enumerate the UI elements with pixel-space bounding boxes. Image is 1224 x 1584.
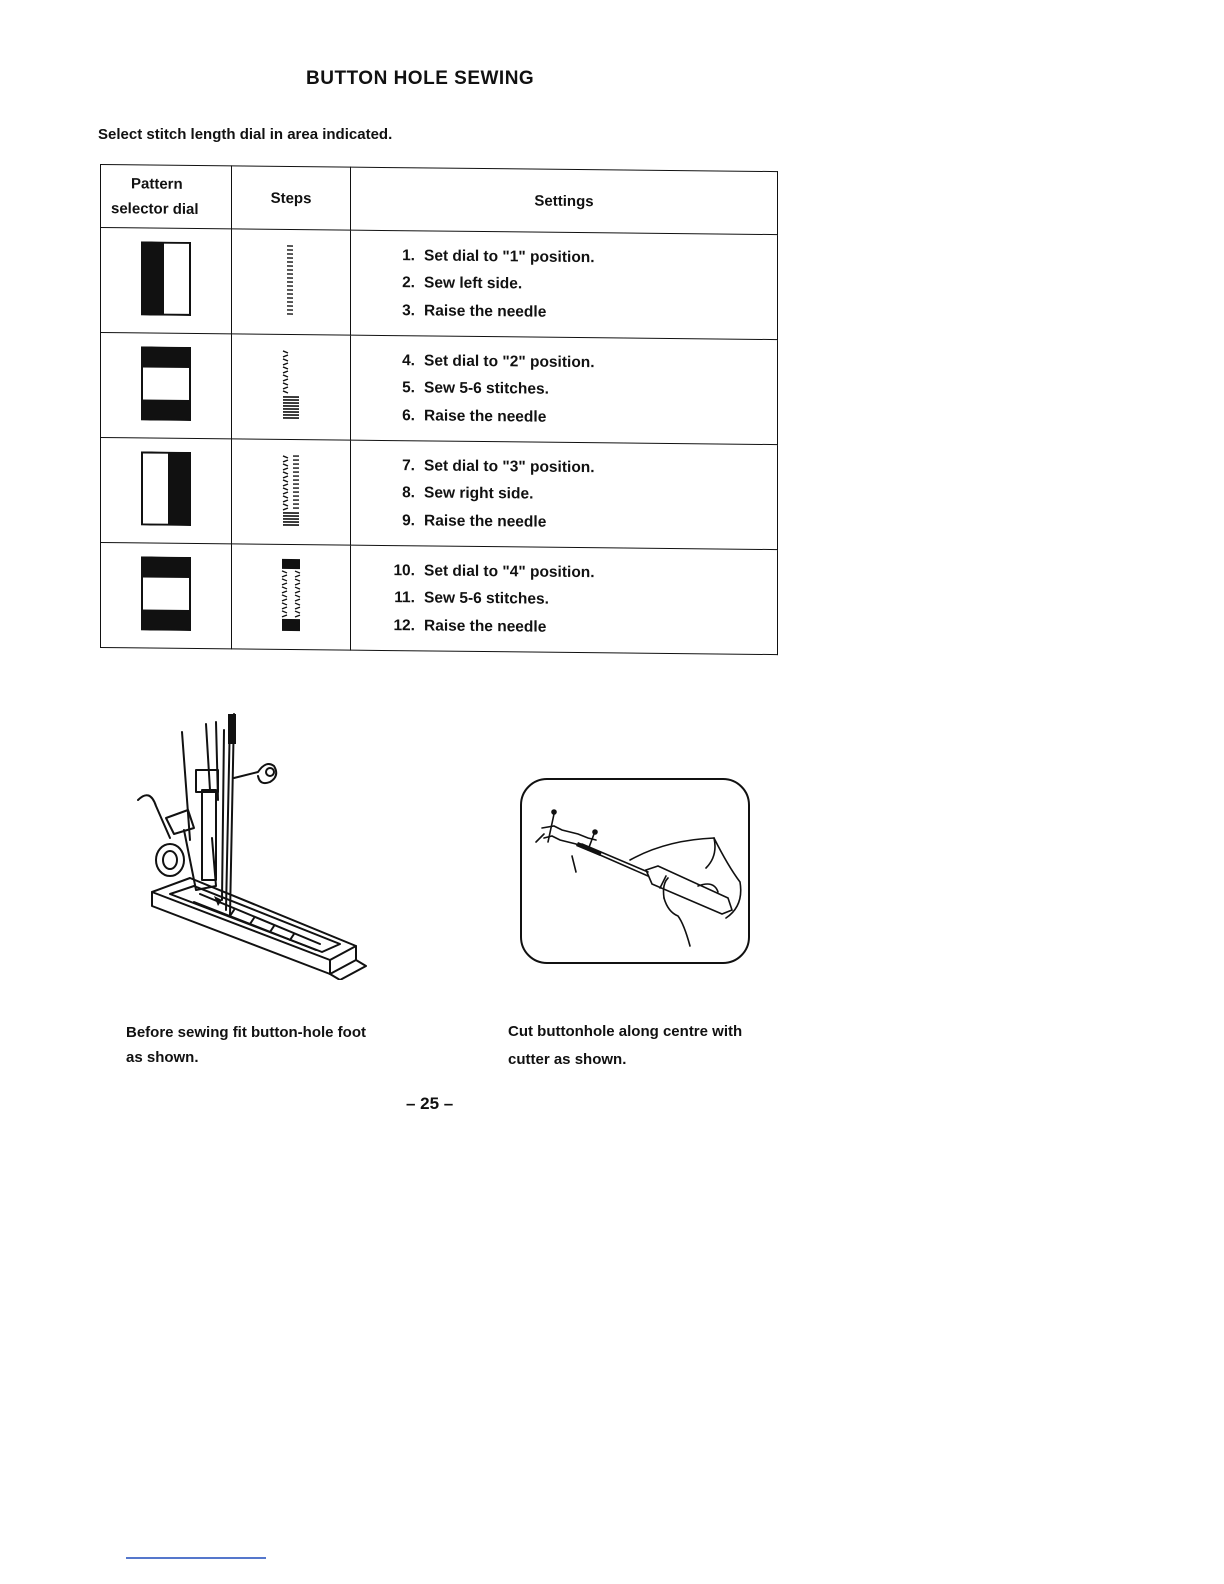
step-number: 11.: [394, 589, 415, 607]
settings-cell: [351, 545, 778, 654]
step-number: 12.: [393, 616, 415, 635]
setting-step: [385, 584, 777, 616]
pattern-cell: [101, 228, 232, 334]
step-text: Sew 5-6 stitches.: [424, 379, 549, 398]
pattern-cell: [101, 333, 232, 439]
pattern-4-icon: [141, 556, 191, 631]
setting-step: [385, 269, 777, 301]
setting-step: [385, 242, 777, 274]
seam-ripper-cutting-illustration: [518, 776, 752, 966]
right-caption: [508, 1018, 742, 1074]
header-settings: Settings: [351, 167, 778, 234]
step-text: Raise the needle: [424, 407, 547, 426]
setting-step: [385, 612, 777, 644]
step-number: 3.: [402, 301, 415, 320]
setting-step: [385, 347, 777, 379]
step-text: Set dial to "2" position.: [424, 352, 595, 371]
table-row: [101, 543, 778, 655]
step-text: Raise the needle: [424, 302, 547, 321]
step-number: 10.: [393, 561, 415, 580]
stitch-right-side-icon: [279, 451, 303, 527]
steps-cell: [232, 439, 351, 545]
right-caption-line2: cutter as shown.: [508, 1051, 627, 1068]
setting-step: [385, 374, 777, 406]
header-pattern-line1: Pattern: [131, 175, 183, 193]
steps-cell: [232, 334, 351, 440]
step-text: Set dial to "4" position.: [424, 562, 595, 581]
step-number: 2.: [402, 274, 415, 292]
step-text: Raise the needle: [424, 512, 547, 531]
page-title: BUTTON HOLE SEWING: [306, 68, 535, 89]
step-number: 5.: [402, 379, 415, 397]
setting-step: [385, 479, 777, 511]
step-text: Set dial to "3" position.: [424, 457, 595, 476]
step-text: Raise the needle: [424, 617, 547, 636]
left-caption-line1: Before sewing fit button-hole foot: [126, 1024, 366, 1041]
pattern-2-icon: [141, 346, 191, 421]
stitch-complete-buttonhole-icon: [278, 556, 304, 632]
header-steps: Steps: [232, 166, 351, 230]
pattern-3-icon: [141, 451, 191, 526]
intro-text: Select stitch length dial in area indicated.: [98, 126, 393, 143]
step-text: Sew left side.: [424, 274, 523, 293]
step-text: Set dial to "1" position.: [424, 247, 595, 266]
step-number: 6.: [402, 406, 415, 425]
setting-step: [385, 402, 777, 434]
step-text: Sew 5-6 stitches.: [424, 589, 549, 608]
bottom-rule: [126, 1557, 266, 1559]
setting-step: [385, 507, 777, 539]
setting-step: [385, 452, 777, 484]
table-row: [101, 333, 778, 445]
settings-cell: [351, 335, 778, 444]
table-row: [101, 228, 778, 340]
left-caption-line2: as shown.: [126, 1049, 199, 1066]
buttonhole-foot-illustration: [130, 710, 370, 980]
step-number: 7.: [402, 456, 415, 475]
pattern-cell: [101, 543, 232, 649]
left-caption: [126, 1020, 366, 1070]
settings-cell: [351, 440, 778, 549]
table-header-row: [101, 165, 778, 235]
step-text: Sew right side.: [424, 484, 534, 503]
buttonhole-steps-table: [100, 164, 778, 655]
settings-cell: [351, 230, 778, 339]
pattern-cell: [101, 438, 232, 544]
page-number: – 25 –: [406, 1094, 454, 1113]
table-row: [101, 438, 778, 550]
setting-step: [385, 557, 777, 589]
step-number: 8.: [402, 484, 415, 502]
setting-step: [385, 297, 777, 329]
steps-cell: [232, 229, 351, 335]
header-pattern-line2: selector dial: [111, 200, 199, 219]
stitch-left-side-icon: [281, 241, 301, 317]
step-number: 9.: [402, 511, 415, 530]
stitch-bartack-icon: [279, 346, 303, 422]
right-caption-line1: Cut buttonhole along centre with: [508, 1023, 743, 1040]
step-number: 4.: [402, 351, 415, 370]
steps-cell: [232, 544, 351, 650]
step-number: 1.: [402, 246, 415, 265]
header-pattern: [101, 165, 232, 229]
pattern-1-icon: [141, 241, 191, 316]
